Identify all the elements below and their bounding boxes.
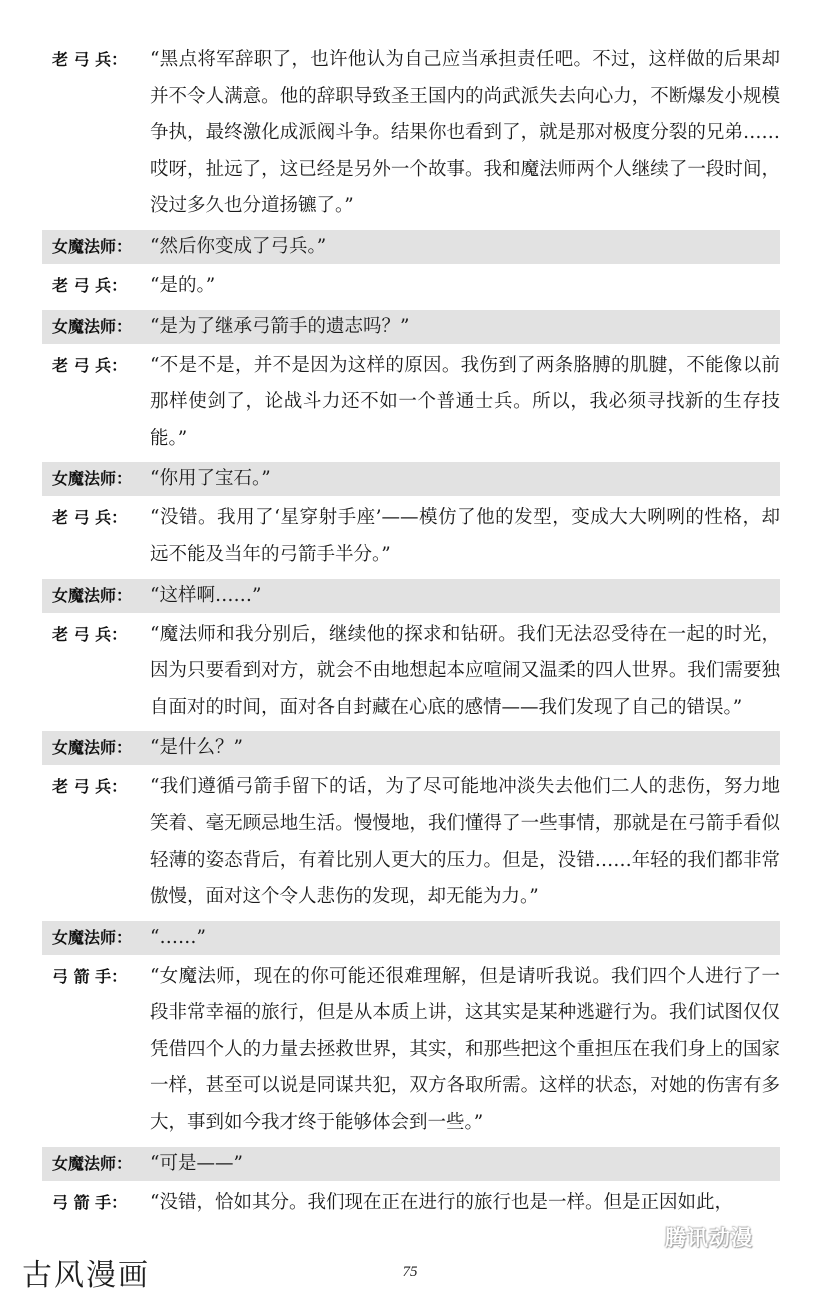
dialogue-line: “魔法师和我分别后，继续他的探求和钻研。我们无法忍受待在一起的时光，因为只要看到对方，就会不由地想起本应喧闹又温柔的四人世界。我们需要独自面对的时间，面对各自封藏在心底的感情——我们发现了自己的错误。” [150,623,780,718]
dialogue-line: “是什么？” [150,737,243,759]
dialogue-line: “没错。我用了‘星穿射手座’——模仿了他的发型，变成大大咧咧的性格，却远不能及当年的弓箭手半分。” [150,507,780,565]
dialogue-row [42,1181,780,1227]
speaker-label: 女魔法师： [52,316,133,336]
dialogue-row [42,955,780,1147]
dialogue-row [42,38,780,230]
speaker-label: 老 弓 兵： [52,355,128,375]
dialogue-line: “你用了宝石。” [150,468,271,490]
dialogue-row [42,264,780,310]
dialogue-row [42,921,780,955]
speaker-label: 弓 箭 手： [52,1192,128,1212]
dialogue-row [42,462,780,496]
watermark-logo: 腾讯动漫 [665,1226,753,1250]
speaker-label: 女魔法师： [52,585,133,605]
dialogue-line: “没错，恰如其分。我们现在正在进行的旅行也是一样。但是正因如此， [150,1191,733,1213]
dialogue-row [42,1147,780,1181]
dialogue-line: “不是不是，并不是因为这样的原因。我伤到了两条胳膊的肌腱，不能像以前那样使剑了，论战斗力还不如一个普通士兵。所以，我必须寻找新的生存技能。” [150,354,780,449]
dialogue-row [42,230,780,264]
speaker-label: 老 弓 兵： [52,50,128,69]
dialogue-line: “是为了继承弓箭手的遗志吗？” [150,315,410,337]
dialogue-row [42,613,780,732]
dialogue-line: “黑点将军辞职了，也许他认为自己应当承担责任吧。不过，这样做的后果却并不令人满意。他的辞职导致圣王国内的尚武派失去向心力，不断爆发小规模争执，最终激化成派阀斗争。结果你也看到了，就是那对极度分裂的兄弟……哎呀，扯远了，这已经是另外一个故事。我和魔法师两个人继续了一段时间，没过多久也分道扬镳了。” [150,49,780,217]
dialogue-line: “女魔法师，现在的你可能还很难理解，但是请听我说。我们四个人进行了一段非常幸福的旅行，但是从本质上讲，这其实是某种逃避行为。我们试图仅仅凭借四个人的力量去拯救世界，其实，和那些把这个重担压在我们身上的国家一样，甚至可以说是同谋共犯，双方各取所需。这样的状态，对她的伤害有多大，事到如今我才终于能够体会到一些。” [150,965,780,1134]
dialogue-row [42,579,780,613]
dialogue-row [42,765,780,920]
speaker-label: 女魔法师： [52,236,133,256]
dialogue-line: “是的。” [150,274,216,296]
dialogue-row [42,344,780,463]
dialogue-script [42,38,780,1226]
dialogue-row [42,731,780,765]
dialogue-row [42,310,780,344]
speaker-label: 老 弓 兵： [52,275,128,295]
dialogue-line: “然后你变成了弓兵。” [150,235,327,257]
speaker-label: 老 弓 兵： [52,777,128,797]
dialogue-line: “这样啊……” [150,584,262,606]
speaker-label: 女魔法师： [52,469,133,489]
footer-logo: 古风漫画 [22,1258,150,1293]
speaker-label: 女魔法师： [52,927,133,947]
speaker-label: 弓 箭 手： [52,966,128,986]
page-number: 75 [402,1264,418,1280]
dialogue-row [42,496,780,578]
dialogue-line: “我们遵循弓箭手留下的话，为了尽可能地冲淡失去他们二人的悲伤，努力地笑着、毫无顾忌地生活。慢慢地，我们懂得了一些事情，那就是在弓箭手看似轻薄的姿态背后，有着比别人更大的压力。但是，没错……年轻的我们都非常傲慢，面对这个令人悲伤的发现，却无能为力。” [150,776,780,908]
dialogue-line: “……” [150,926,206,948]
speaker-label: 女魔法师： [52,738,133,758]
dialogue-line: “可是——” [150,1152,243,1174]
speaker-label: 女魔法师： [52,1153,133,1173]
speaker-label: 老 弓 兵： [52,508,128,528]
speaker-label: 老 弓 兵： [52,624,128,644]
